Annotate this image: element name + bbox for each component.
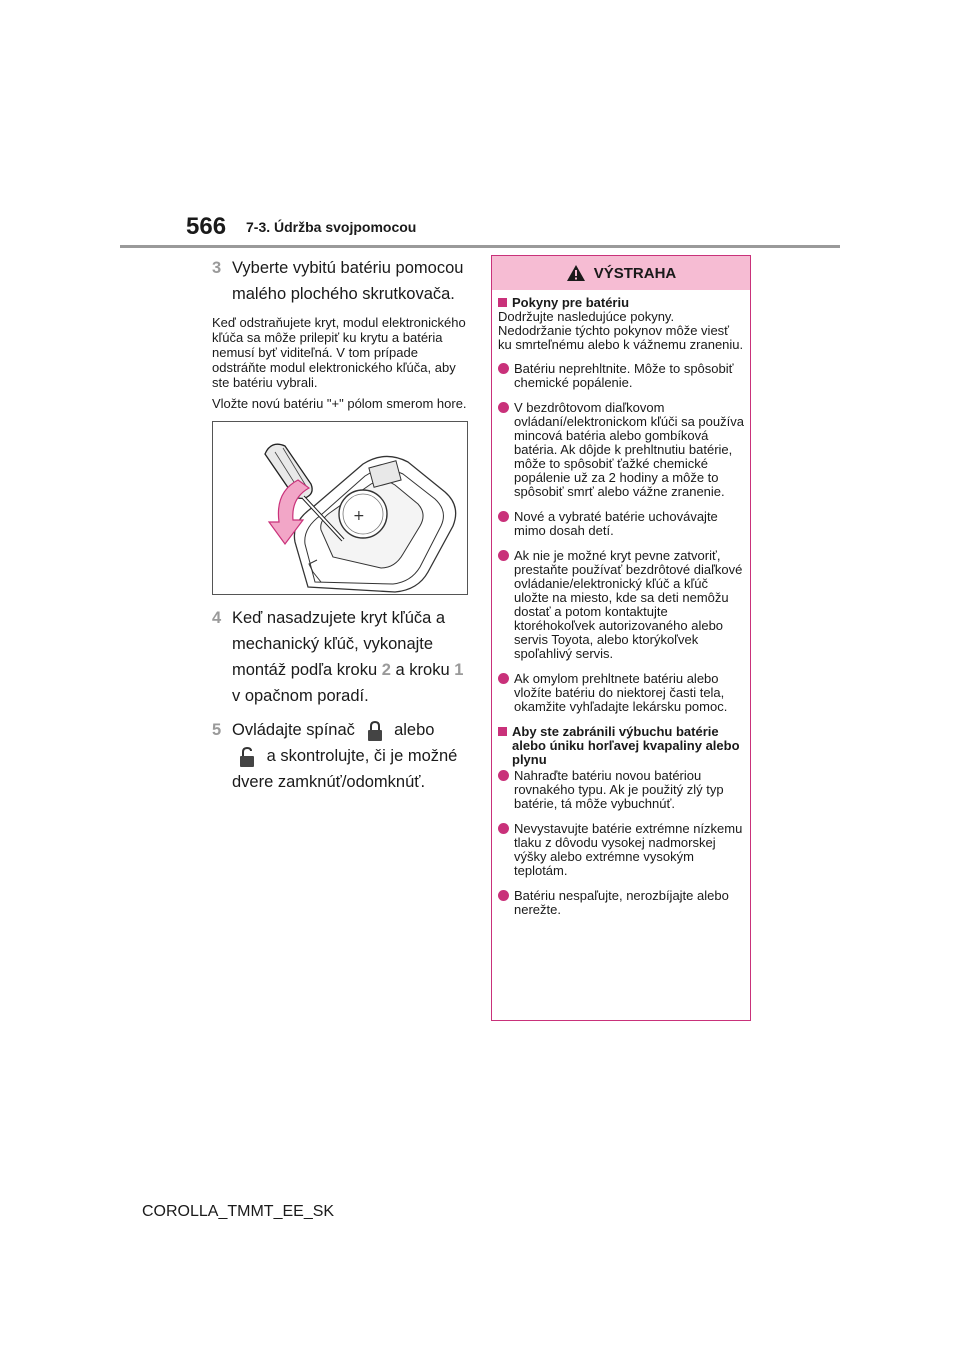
step-4 — [212, 605, 468, 709]
warning-section-title — [498, 296, 744, 310]
battery-removal-illustration — [212, 421, 468, 595]
warning-section-title-text: Pokyny pre batériu — [512, 295, 630, 310]
square-bullet-icon — [498, 298, 507, 307]
note-polarity: Vložte novú batériu "+" pólom smerom hore. — [212, 396, 467, 411]
step-text-part: a kroku — [390, 661, 455, 679]
warning-bullet-text: Nevystavujte batérie extrémne nízkemu tlaku z dôvodu vysokej nadmorskej výšky alebo extrémne vysokým teplotám. — [514, 821, 743, 878]
step-text-part: v opačnom poradí. — [232, 687, 369, 705]
round-bullet-icon — [498, 823, 509, 834]
step-5 — [212, 717, 468, 795]
round-bullet-icon — [498, 770, 509, 781]
warning-bullet-text: Batériu neprehltnite. Môže to spôsobiť chemické popálenie. — [514, 361, 734, 390]
warning-bullet-text: V bezdrôtovom diaľkovom ovládaní/elektronickom kľúči sa používa mincová batéria alebo gombíková batéria. Ak dôjde k prehltnutiu batérie, môže to spôsobiť ťažké chemické popálenie už za 2 hodiny a môže to spôsobiť smrť alebo vážne zranenie. — [514, 400, 744, 499]
footer-code: COROLLA_TMMT_EE_SK — [142, 1203, 335, 1220]
step-text-part: Ovládajte spínač — [232, 721, 355, 739]
round-bullet-icon — [498, 550, 509, 561]
warning-header — [492, 256, 750, 290]
round-bullet-icon — [498, 402, 509, 413]
section-title: 7-3. Údržba svojpomocou — [246, 219, 417, 235]
round-bullet-icon — [498, 511, 509, 522]
key-fob-drawing — [213, 422, 467, 594]
step-number: 5 — [212, 721, 222, 739]
page-number: 566 — [186, 213, 227, 240]
square-bullet-icon — [498, 727, 507, 736]
warning-bullet — [498, 510, 744, 538]
warning-triangle-icon — [566, 264, 586, 282]
step-number: 3 — [212, 259, 222, 277]
warning-intro: Dodržujte nasledujúce pokyny. Nedodržanie týchto pokynov môže viesť ku smrteľnému alebo k vážnemu zraneniu. — [498, 309, 744, 352]
step-text-part: a skontrolujte, či je možné dvere zamknúť/odomknúť. — [232, 747, 458, 791]
warning-section-title-text: Aby ste zabránili výbuchu batérie alebo úniku horľavej kvapaliny alebo plynu — [512, 724, 740, 767]
warning-bullet — [498, 889, 744, 917]
warning-bullet — [498, 401, 744, 499]
warning-box — [491, 255, 751, 1021]
warning-bullet — [498, 769, 744, 811]
round-bullet-icon — [498, 673, 509, 684]
warning-bullet-text: Ak omylom prehltnete batériu alebo vložíte batériu do niektorej časti tela, okamžite vyhľadajte lekársku pomoc. — [514, 671, 728, 714]
warning-section-title — [498, 725, 744, 767]
warning-bullet-text: Batériu nespaľujte, nerozbíjajte alebo nerežte. — [514, 888, 729, 917]
step-text — [232, 605, 468, 709]
instructions-column — [212, 255, 468, 803]
warning-title: VÝSTRAHA — [593, 264, 677, 282]
step-ref: 1 — [454, 661, 464, 679]
header-rule — [120, 245, 840, 248]
warning-bullet-text: Ak nie je možné kryt pevne zatvoriť, prestaňte používať bezdrôtové diaľkové ovládanie/elektronický kľúč a kľúč uložte na miesto, kde sa deti nemôžu dostať a potom kontaktujte ktoréhokoľvek autorizovaného alebo servis Toyota, alebo ktorýkoľvek spoľahlivý servis. — [514, 548, 743, 661]
lock-icon — [366, 720, 384, 742]
round-bullet-icon — [498, 363, 509, 374]
round-bullet-icon — [498, 890, 509, 901]
warning-bullet — [498, 549, 744, 661]
step-text — [232, 717, 468, 795]
unlock-icon — [238, 746, 256, 768]
step-text: Vyberte vybitú batériu pomocou malého plochého skrutkovača. — [232, 259, 464, 303]
step-ref: 2 — [381, 661, 391, 679]
warning-bullet — [498, 362, 744, 390]
warning-bullet-text: Nové a vybraté batérie uchovávajte mimo dosah detí. — [514, 509, 718, 538]
warning-bullet — [498, 822, 744, 878]
warning-bullet — [498, 672, 744, 714]
warning-body — [492, 290, 750, 917]
step-text-part: Keď nasadzujete kryt kľúča a mechanický kľúč, vykonajte montáž podľa kroku — [232, 609, 446, 679]
note-cover: Keď odstraňujete kryt, modul elektronického kľúča sa môže prilepiť ku krytu a batéria nemusí byť viditeľná. V tom prípade odstráňte modul elektronického kľúča, aby ste batériu vybrali. — [212, 315, 466, 390]
step-text-part: alebo — [394, 721, 435, 739]
svg-text:+: + — [353, 508, 365, 524]
warning-bullet-text: Nahraďte batériu novou batériou rovnakého typu. Ak je použitý zlý typ batérie, tá môže vybuchnúť. — [514, 768, 724, 811]
step-3 — [212, 255, 468, 307]
step-number: 4 — [212, 609, 222, 627]
